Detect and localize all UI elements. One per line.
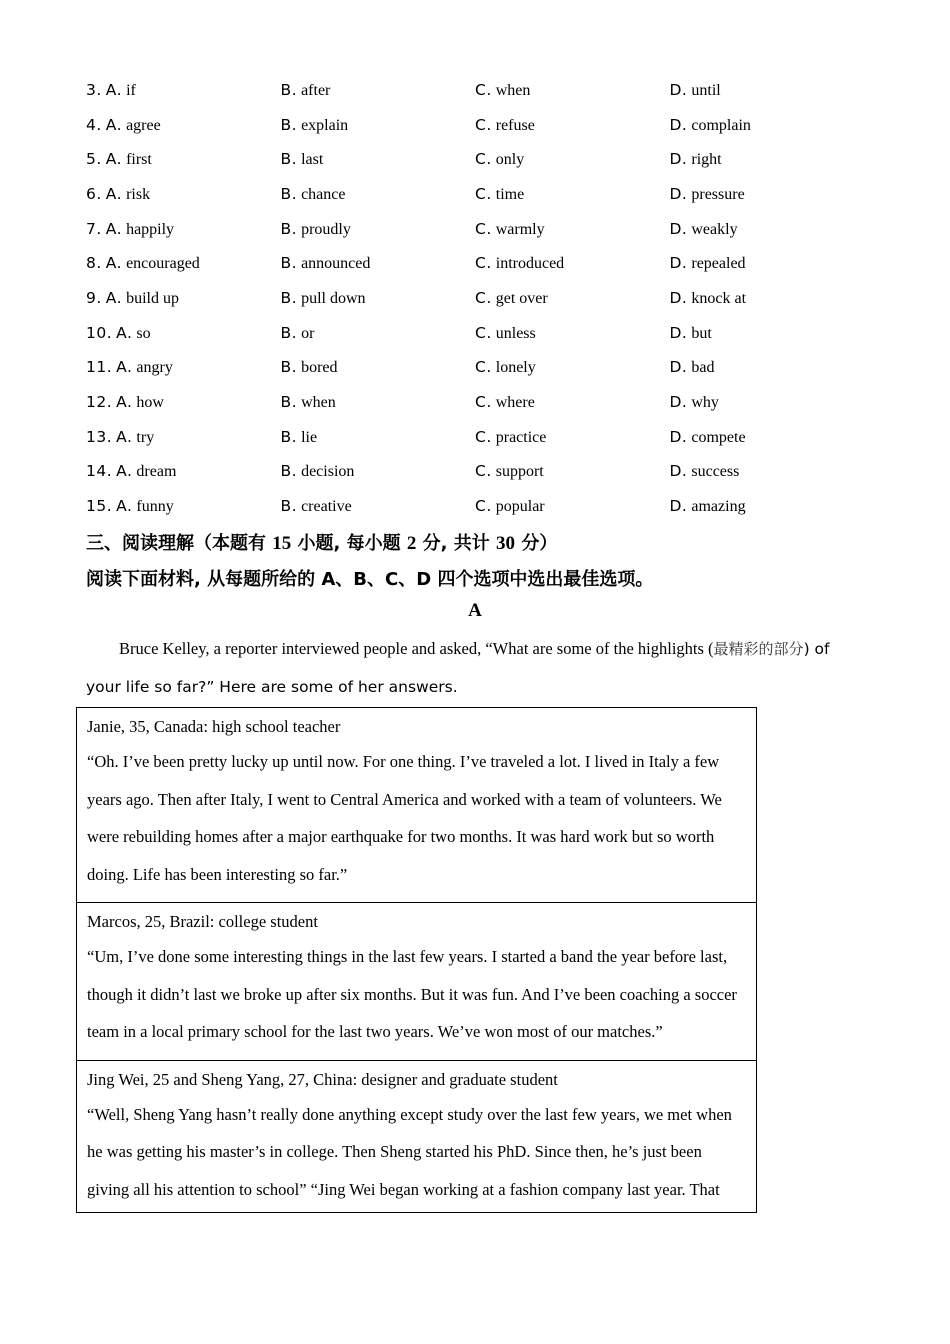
- option-letter: C.: [475, 288, 492, 307]
- intro-text-continued: ) of: [803, 640, 830, 658]
- question-number: 11.: [86, 358, 113, 377]
- heading-text-4: 分）: [515, 533, 558, 554]
- option-letter: A.: [105, 150, 123, 169]
- question-row: [86, 489, 866, 524]
- question-number: 7.: [86, 219, 102, 238]
- option-text: build up: [126, 289, 179, 307]
- question-number: 4.: [86, 115, 102, 134]
- option-letter: C.: [475, 427, 492, 446]
- option-letter: D.: [669, 80, 688, 99]
- interviewee-info: Janie, 35, Canada: high school teacher: [87, 717, 341, 736]
- option-c: [475, 81, 670, 100]
- option-text: decision: [301, 463, 355, 481]
- option-text: happily: [126, 220, 175, 238]
- option-letter: B.: [280, 184, 298, 203]
- option-text: angry: [136, 359, 173, 377]
- option-a: [86, 428, 281, 447]
- question-number: 6.: [86, 184, 102, 203]
- option-letter: C.: [475, 462, 492, 481]
- option-text: pull down: [301, 289, 366, 307]
- option-b: [281, 428, 476, 447]
- interviewee-quote: “Well, Sheng Yang hasn’t really done anything except study over the last few years, we met when he was getting his master’s in college. Then Sheng started his PhD. Since then, he’s just been giving all his attention to school” “Jing Wei began working at a fashion company last year. That: [87, 1104, 732, 1199]
- option-text: encouraged: [126, 255, 200, 273]
- option-c: [475, 289, 670, 308]
- option-text: if: [126, 81, 136, 99]
- question-row: [86, 351, 866, 386]
- option-text: last: [301, 151, 324, 169]
- option-letter: B.: [280, 254, 298, 273]
- option-text: warmly: [495, 220, 545, 238]
- option-a: [86, 358, 281, 377]
- option-letter: B.: [280, 462, 298, 481]
- option-text: introduced: [495, 255, 565, 273]
- option-d: [670, 393, 865, 412]
- option-text: get over: [495, 289, 548, 307]
- question-row: [86, 455, 866, 490]
- option-text: refuse: [495, 116, 535, 134]
- option-text: dream: [136, 463, 177, 481]
- option-d: [670, 289, 865, 308]
- option-text: pressure: [691, 185, 745, 203]
- option-letter: A.: [116, 358, 133, 377]
- option-letter: A.: [116, 323, 133, 342]
- option-text: popular: [495, 498, 545, 516]
- option-text: why: [691, 394, 719, 412]
- option-text: but: [691, 324, 712, 342]
- heading-text-1: 三、阅读理解（本题有: [86, 533, 273, 554]
- option-letter: D.: [669, 323, 688, 342]
- option-a: [86, 81, 281, 100]
- option-letter: B.: [280, 150, 298, 169]
- option-text: where: [495, 394, 535, 412]
- question-row: [86, 316, 866, 351]
- option-text: after: [301, 81, 331, 99]
- option-letter: D.: [669, 219, 688, 238]
- option-d: [670, 116, 865, 135]
- option-text: try: [136, 428, 155, 446]
- section-heading: [86, 529, 557, 555]
- option-letter: C.: [475, 497, 492, 516]
- heading-total: 30: [496, 533, 516, 554]
- question-number: 12.: [86, 393, 113, 412]
- question-row: [86, 246, 866, 281]
- option-text: bad: [691, 359, 715, 377]
- option-text: amazing: [691, 498, 746, 516]
- option-b: [281, 150, 476, 169]
- option-text: success: [691, 463, 740, 481]
- option-a: [86, 497, 281, 516]
- option-a: [86, 324, 281, 343]
- option-c: [475, 220, 670, 239]
- option-text: or: [301, 324, 315, 342]
- option-text: so: [136, 324, 151, 342]
- option-letter: D.: [669, 497, 688, 516]
- option-d: [670, 254, 865, 273]
- option-letter: A.: [105, 254, 123, 273]
- option-d: [670, 81, 865, 100]
- option-letter: D.: [669, 288, 688, 307]
- heading-text-2: 小题, 每小题: [291, 533, 407, 554]
- question-number: 5.: [86, 150, 102, 169]
- option-c: [475, 358, 670, 377]
- option-b: [281, 185, 476, 204]
- option-b: [281, 358, 476, 377]
- option-letter: D.: [669, 115, 688, 134]
- option-letter: A.: [105, 80, 123, 99]
- option-c: [475, 185, 670, 204]
- option-c: [475, 462, 670, 481]
- option-text: when: [495, 81, 531, 99]
- option-a: [86, 220, 281, 239]
- interviewee-info: Jing Wei, 25 and Sheng Yang, 27, China: designer and graduate student: [87, 1069, 558, 1089]
- question-row: [86, 177, 866, 212]
- option-a: [86, 254, 281, 273]
- passage-title: A: [468, 600, 482, 621]
- option-a: [86, 185, 281, 204]
- question-number: 8.: [86, 254, 102, 273]
- option-a: [86, 289, 281, 308]
- option-text: funny: [136, 498, 174, 516]
- question-options-list: [86, 73, 866, 524]
- section-instruction: 阅读下面材料, 从每题所给的 A、B、C、D 四个选项中选出最佳选项。: [86, 569, 654, 590]
- answer-cell: [77, 708, 756, 903]
- question-row: [86, 385, 866, 420]
- question-number: 3.: [86, 80, 102, 99]
- option-b: [281, 393, 476, 412]
- option-b: [281, 497, 476, 516]
- option-text: when: [301, 394, 336, 412]
- option-text: risk: [126, 185, 151, 203]
- option-c: [475, 393, 670, 412]
- option-letter: D.: [669, 393, 688, 412]
- option-letter: B.: [280, 115, 298, 134]
- question-number: 14.: [86, 462, 113, 481]
- option-d: [670, 462, 865, 481]
- option-letter: D.: [669, 254, 688, 273]
- option-text: compete: [691, 428, 746, 446]
- option-c: [475, 116, 670, 135]
- option-letter: D.: [669, 358, 688, 377]
- option-letter: C.: [475, 323, 492, 342]
- question-number: 10.: [86, 323, 113, 342]
- option-b: [281, 81, 476, 100]
- option-text: knock at: [691, 289, 747, 307]
- option-b: [281, 462, 476, 481]
- option-c: [475, 324, 670, 343]
- option-text: lonely: [495, 359, 536, 377]
- option-letter: C.: [475, 254, 492, 273]
- option-d: [670, 185, 865, 204]
- question-number: 15.: [86, 497, 113, 516]
- option-letter: B.: [280, 497, 298, 516]
- option-text: repealed: [691, 255, 746, 273]
- option-letter: C.: [475, 150, 492, 169]
- interviewee-quote: “Um, I’ve done some interesting things in the last few years. I started a band the year before last, though it didn’t last we broke up after six months. But it was fun. And I’ve been coaching a soccer team in a local primary school for the last two years. We’ve won most of our matches.”: [87, 947, 737, 1041]
- question-number: 13.: [86, 427, 113, 446]
- option-letter: B.: [280, 288, 298, 307]
- option-b: [281, 289, 476, 308]
- option-letter: B.: [280, 80, 298, 99]
- question-row: [86, 420, 866, 455]
- option-text: proudly: [301, 220, 351, 238]
- option-letter: D.: [669, 427, 688, 446]
- question-row: [86, 212, 866, 247]
- option-letter: C.: [475, 80, 492, 99]
- option-d: [670, 324, 865, 343]
- question-row: [86, 142, 866, 177]
- option-letter: B.: [280, 219, 298, 238]
- option-letter: C.: [475, 219, 492, 238]
- option-text: complain: [691, 116, 751, 134]
- option-letter: A.: [105, 288, 123, 307]
- option-letter: C.: [475, 393, 492, 412]
- option-d: [670, 358, 865, 377]
- option-b: [281, 116, 476, 135]
- option-letter: B.: [280, 393, 298, 412]
- answer-cell: [77, 903, 756, 1061]
- option-letter: D.: [669, 150, 688, 169]
- option-text: how: [136, 394, 164, 412]
- option-letter: A.: [105, 184, 123, 203]
- option-c: [475, 254, 670, 273]
- option-text: bored: [301, 359, 338, 377]
- option-letter: C.: [475, 184, 492, 203]
- intro-chinese-gloss: 最精彩的部分: [713, 640, 804, 658]
- answer-cell: [77, 1061, 756, 1213]
- option-letter: A.: [105, 219, 123, 238]
- option-letter: C.: [475, 358, 492, 377]
- interviewee-info: Marcos, 25, Brazil: college student: [87, 912, 318, 931]
- option-text: lie: [301, 428, 318, 446]
- option-text: only: [495, 151, 525, 169]
- option-a: [86, 393, 281, 412]
- option-d: [670, 428, 865, 447]
- heading-count: 15: [272, 533, 292, 554]
- option-c: [475, 497, 670, 516]
- option-c: [475, 150, 670, 169]
- answers-table: [76, 707, 757, 1213]
- option-letter: C.: [475, 115, 492, 134]
- option-letter: A.: [116, 462, 133, 481]
- option-d: [670, 497, 865, 516]
- option-letter: A.: [116, 497, 133, 516]
- question-row: [86, 108, 866, 143]
- heading-points-each: 2: [406, 533, 417, 554]
- option-text: unless: [495, 324, 536, 342]
- option-text: announced: [301, 255, 371, 273]
- heading-text-3: 分, 共计: [416, 533, 497, 554]
- question-row: [86, 281, 866, 316]
- option-letter: A.: [116, 393, 133, 412]
- intro-text-line-2: your life so far?” Here are some of her answers.: [86, 678, 458, 696]
- option-a: [86, 150, 281, 169]
- option-b: [281, 254, 476, 273]
- option-d: [670, 220, 865, 239]
- option-text: practice: [495, 428, 547, 446]
- option-letter: D.: [669, 462, 688, 481]
- option-a: [86, 462, 281, 481]
- option-letter: B.: [280, 323, 298, 342]
- option-c: [475, 428, 670, 447]
- option-text: support: [495, 463, 544, 481]
- option-letter: B.: [280, 358, 298, 377]
- option-text: weakly: [691, 220, 738, 238]
- option-text: explain: [301, 116, 349, 134]
- option-letter: D.: [669, 184, 688, 203]
- option-a: [86, 116, 281, 135]
- question-number: 9.: [86, 288, 102, 307]
- option-b: [281, 324, 476, 343]
- question-row: [86, 73, 866, 108]
- option-text: agree: [126, 116, 161, 134]
- passage-intro: [86, 630, 866, 706]
- option-text: creative: [301, 498, 352, 516]
- option-letter: B.: [280, 427, 298, 446]
- option-text: first: [126, 151, 152, 169]
- option-text: time: [495, 185, 525, 203]
- option-d: [670, 150, 865, 169]
- interviewee-quote: “Oh. I’ve been pretty lucky up until now. For one thing. I’ve traveled a lot. I lived in Italy a few years ago. Then after Italy, I went to Central America and worked with a team of volunteers. We were rebuilding homes after a major earthquake for two months. It was hard work but so worth doing. Life has been interesting so far.”: [87, 752, 722, 884]
- option-letter: A.: [116, 427, 133, 446]
- intro-text: Bruce Kelley, a reporter interviewed people and asked, “What are some of the highlights (: [119, 639, 714, 658]
- option-text: chance: [301, 185, 346, 203]
- option-text: until: [691, 81, 721, 99]
- option-text: right: [691, 151, 722, 169]
- option-letter: A.: [105, 115, 123, 134]
- option-b: [281, 220, 476, 239]
